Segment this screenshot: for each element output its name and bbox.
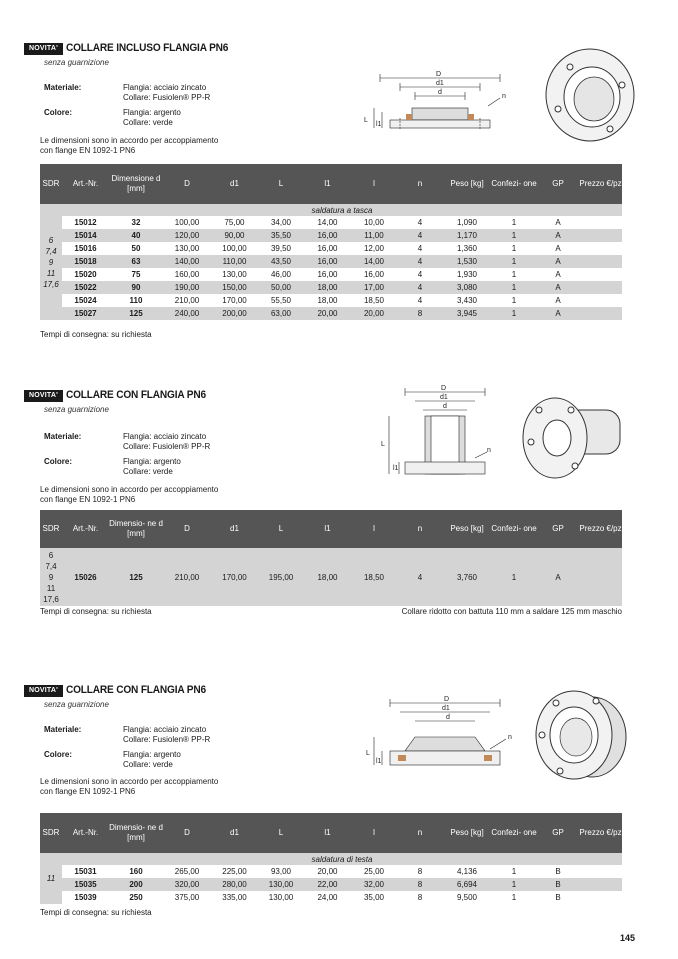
product-table-2 [40, 510, 622, 606]
material-collar: Collare: Fusiolen® PP-R [123, 735, 211, 744]
material-flange: Flangia: acciaio zincato [123, 83, 207, 92]
dim-l1: l1 [393, 465, 399, 472]
color-flange: Flangia: argento [123, 108, 181, 117]
color-label: Colore: [44, 108, 72, 117]
flange-render-1 [540, 45, 640, 145]
delivery-note: Tempi di consegna: su richiesta [40, 607, 152, 616]
material-label: Materiale: [44, 725, 82, 734]
table-row: 15012 32 100,00 75,00 34,00 14,00 10,00 4 1,090 1 A [74, 218, 561, 227]
novita-badge: NOVITA' [24, 390, 63, 402]
norm-note-1: Le dimensioni sono in accordo per accoppiamento [40, 485, 219, 494]
dim-d: d [443, 403, 447, 410]
table-header: SDR Art.-Nr. Dimensio- ne d [mm] D d1 L l1 l n Peso [kg] Confezi- one GP Prezzo €/pz [40, 813, 622, 853]
material-label: Materiale: [44, 432, 82, 441]
dim-D: D [441, 385, 447, 392]
material-flange: Flangia: acciaio zincato [123, 432, 207, 441]
section-title: COLLARE CON FLANGIA PN6 [66, 389, 206, 401]
table-row: 15039 250 375,00 335,00 130,00 24,00 35,00 8 9,500 1 B [74, 893, 561, 902]
color-collar: Collare: verde [123, 760, 173, 769]
dim-L: L [381, 441, 385, 448]
page-number: 145 [620, 933, 636, 943]
dim-n: n [487, 447, 491, 454]
section-title: COLLARE INCLUSO FLANGIA PN6 [66, 42, 229, 54]
material-label: Materiale: [44, 83, 82, 92]
table-caption: saldatura di testa [62, 853, 622, 865]
dim-n: n [508, 734, 512, 741]
norm-note-1: Le dimensioni sono in accordo per accoppiamento [40, 136, 219, 145]
table-row: 15014 40 120,00 90,00 35,50 16,00 11,00 4 1,170 1 A [40, 229, 622, 242]
dim-d1: d1 [442, 705, 450, 712]
table-row: 15016 50 130,00 100,00 39,50 16,00 12,00 4 1,360 1 A [74, 244, 561, 253]
section-title: COLLARE CON FLANGIA PN6 [66, 684, 206, 696]
color-collar: Collare: verde [123, 118, 173, 127]
table-caption: saldatura a tasca [62, 204, 622, 216]
product-table-1: SDR Art.-Nr. Dimensione d [mm] D d1 L l1 l n Peso [kg] Confezi- one GP Prezzo €/pz 6 7,4 9 11 17,6 saldatura a tasca 15012 32 100,00 75,00 34,00 14,00 10,00 4 1,090 1 A 15014 40 120,00 90,00 35,50 16,00 11,00 4 1,170 1 A 15016 50 130,00 100,00 39,50 16,00 12,00 4 1,360 1 A 15018 63 140,00 110,00 43,50 16,00 14,00 4 1,530 1 A 15020 75 160,00 130,00 46,00 16,00 16,00 4 1,930 1 A 15022 90 190,00 150,00 50,00 18,00 17,00 4 3,080 1 A 15024 110 210,00 170,00 55,50 18,00 18,50 4 3,430 1 A 15027 125 240,00 200,00 63,00 20,00 20,00 8 3,945 1 A [40, 164, 622, 320]
norm-note-2: con flange EN 1092-1 PN6 [40, 787, 136, 796]
material-flange: Flangia: acciaio zincato [123, 725, 207, 734]
color-flange: Flangia: argento [123, 457, 181, 466]
novita-badge: NOVITA' [24, 43, 63, 55]
norm-note-1: Le dimensioni sono in accordo per accoppiamento [40, 777, 219, 786]
dim-L: L [364, 117, 368, 124]
section-subtitle: senza guarnizione [44, 58, 109, 67]
section-subtitle: senza guarnizione [44, 405, 109, 414]
dim-L: L [366, 750, 370, 757]
table-row: 15022 90 190,00 150,00 50,00 18,00 17,00 4 3,080 1 A [40, 281, 622, 294]
table-row: 15020 75 160,00 130,00 46,00 16,00 16,00 4 1,930 1 A [74, 270, 561, 279]
dim-D: D [444, 696, 450, 703]
dim-D: D [436, 71, 442, 78]
dim-d: d [438, 89, 442, 96]
table-row: 15024 110 210,00 170,00 55,50 18,00 18,50 4 3,430 1 A [74, 296, 561, 305]
technical-drawing-3 [360, 693, 520, 783]
color-label: Colore: [44, 457, 72, 466]
color-collar: Collare: verde [123, 467, 173, 476]
table-row: 6 7,4 9 11 17,6 15026 125 210,00 170,00 195,00 18,00 18,50 4 3,760 1 A [40, 548, 622, 606]
color-flange: Flangia: argento [123, 750, 181, 759]
delivery-note: Tempi di consegna: su richiesta [40, 330, 152, 339]
technical-drawing-2 [375, 382, 515, 490]
table-header: SDR Art.-Nr. Dimensione d [mm] D d1 L l1 l n Peso [kg] Confezi- one GP Prezzo €/pz [40, 164, 622, 204]
norm-note-2: con flange EN 1092-1 PN6 [40, 495, 136, 504]
reduced-collar-note: Collare ridotto con battuta 110 mm a saldare 125 mm maschio [401, 607, 622, 616]
material-collar: Collare: Fusiolen® PP-R [123, 442, 211, 451]
product-table-3: SDR Art.-Nr. Dimensio- ne d [mm] D d1 L l1 l n Peso [kg] Confezi- one GP Prezzo €/pz 11 saldatura di testa 15031 160 265,00 225,00 93,00 20,00 25,00 8 4,136 1 B 15035 200 320,00 280,00 130,00 22,00 32,00 8 6,694 1 B 15039 250 375,00 335,00 130,00 24,00 35,00 8 9,500 1 B [40, 813, 622, 904]
delivery-note: Tempi di consegna: su richiesta [40, 908, 152, 917]
flange-render-3 [530, 685, 630, 785]
novita-badge: NOVITA' [24, 685, 63, 697]
dim-l1: l1 [376, 121, 382, 128]
dim-n: n [502, 93, 506, 100]
color-label: Colore: [44, 750, 72, 759]
technical-drawing-1 [360, 68, 520, 148]
table-row: 15031 160 265,00 225,00 93,00 20,00 25,00 8 4,136 1 B [74, 867, 561, 876]
section-subtitle: senza guarnizione [44, 700, 109, 709]
table-row: 15018 63 140,00 110,00 43,50 16,00 14,00 4 1,530 1 A [40, 255, 622, 268]
flange-render-2 [515, 390, 630, 485]
table-header: SDR Art.-Nr. Dimensio- ne d [mm] D d1 L l1 l n Peso [kg] Confezi- one GP Prezzo €/pz [40, 510, 622, 548]
table-row: 15027 125 240,00 200,00 63,00 20,00 20,00 8 3,945 1 A [40, 307, 622, 320]
dim-d1: d1 [440, 394, 448, 401]
dim-d: d [446, 714, 450, 721]
table-row: 15035 200 320,00 280,00 130,00 22,00 32,00 8 6,694 1 B [40, 878, 622, 891]
dim-l1: l1 [376, 758, 382, 765]
dim-d1: d1 [436, 80, 444, 87]
material-collar: Collare: Fusiolen® PP-R [123, 93, 211, 102]
norm-note-2: con flange EN 1092-1 PN6 [40, 146, 136, 155]
